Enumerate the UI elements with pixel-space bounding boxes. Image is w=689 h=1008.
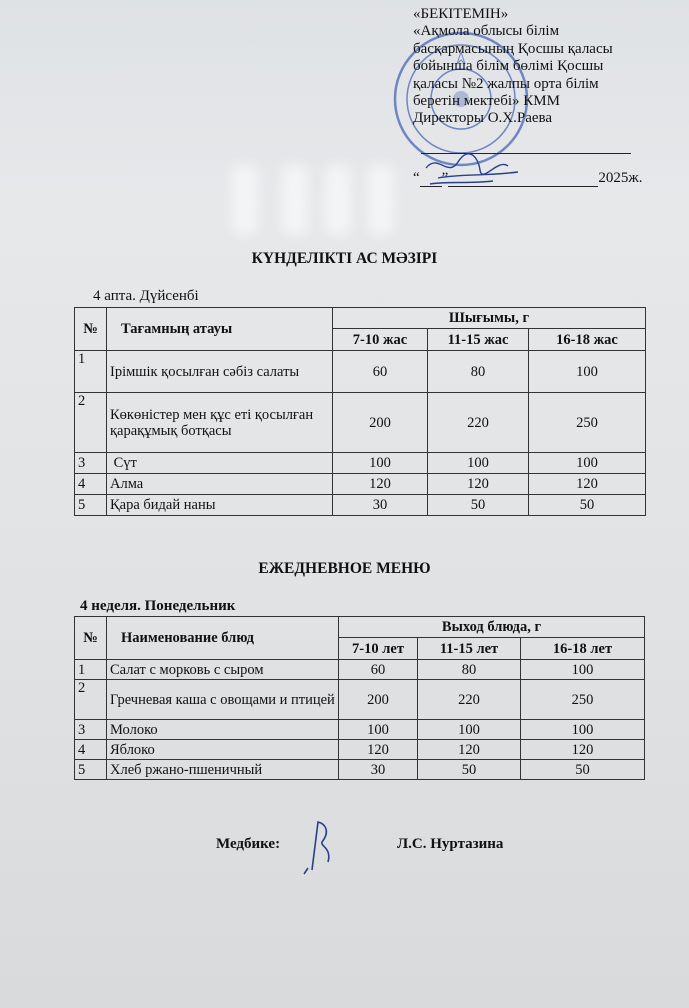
- row-num: 5: [75, 760, 107, 780]
- kz-menu-table: [74, 307, 646, 516]
- row-num: 1: [75, 660, 107, 680]
- yield-value: 120: [333, 474, 428, 495]
- light-reflection: [282, 165, 308, 235]
- yield-value: 120: [521, 740, 645, 760]
- yield-value: 120: [339, 740, 418, 760]
- dish-name: Алма: [107, 474, 333, 495]
- approval-line: «Ақмола облысы білім: [413, 23, 560, 40]
- table-row: [75, 760, 645, 780]
- yield-value: 50: [418, 760, 521, 780]
- dish-name: Қара бидай наны: [107, 495, 333, 516]
- dish-name: Салат с морковь с сыром: [107, 660, 339, 680]
- yield-value: 250: [529, 393, 646, 453]
- yield-value: 120: [529, 474, 646, 495]
- dish-name: Көкөністер мен құс еті қосылған қарақұмық ботқасы: [107, 393, 333, 453]
- yield-value: 120: [428, 474, 529, 495]
- row-num: 4: [75, 474, 107, 495]
- header-num: №: [75, 308, 107, 351]
- header-yield: Выход блюда, г: [339, 617, 645, 638]
- header-age: 16-18 жас: [529, 329, 646, 351]
- approval-line: Директоры О.Х.Раева: [413, 110, 553, 127]
- date-suffix: 2025ж.: [598, 170, 643, 186]
- dish-name: Сүт: [107, 453, 333, 474]
- header-yield: Шығымы, г: [333, 308, 646, 329]
- row-num: 3: [75, 453, 107, 474]
- approval-line: бойынша білім бөлімі Қосшы: [413, 58, 604, 75]
- yield-value: 50: [529, 495, 646, 516]
- header-dish: Наименование блюд: [107, 617, 339, 660]
- approval-block: [413, 6, 673, 186]
- kz-title: КҮНДЕЛІКТІ АС МӘЗІРІ: [251, 250, 438, 267]
- yield-value: 60: [333, 351, 428, 393]
- yield-value: 80: [418, 660, 521, 680]
- table-row: [75, 495, 646, 516]
- ru-title: ЕЖЕДНЕВНОЕ МЕНЮ: [258, 560, 431, 577]
- yield-value: 220: [418, 680, 521, 720]
- approval-line: басқармасының Қосшы қаласы: [413, 40, 613, 57]
- table-row: [75, 720, 645, 740]
- yield-value: 30: [339, 760, 418, 780]
- dish-name: Гречневая каша с овощами и птицей: [107, 680, 339, 720]
- row-num: 2: [75, 393, 107, 453]
- kz-subtitle: 4 апта. Дүйсенбі: [93, 288, 199, 304]
- yield-value: 220: [428, 393, 529, 453]
- ru-menu-table: [74, 616, 645, 780]
- yield-value: 100: [333, 453, 428, 474]
- approval-date: “ ” 2025ж.: [413, 170, 643, 186]
- yield-value: 60: [339, 660, 418, 680]
- row-num: 3: [75, 720, 107, 740]
- header-age: 11-15 жас: [428, 329, 529, 351]
- approval-line: беретін мектебі» КММ: [413, 93, 560, 110]
- director-signature-icon: [418, 148, 528, 188]
- header-age: 7-10 лет: [339, 638, 418, 660]
- yield-value: 100: [428, 453, 529, 474]
- table-row: [75, 660, 645, 680]
- row-num: 5: [75, 495, 107, 516]
- header-dish: Тағамның атауы: [107, 308, 333, 351]
- yield-value: 100: [418, 720, 521, 740]
- header-num: №: [75, 617, 107, 660]
- yield-value: 50: [521, 760, 645, 780]
- ru-subtitle: 4 неделя. Понедельник: [80, 598, 236, 614]
- nurse-label: Медбике:: [216, 836, 281, 852]
- dish-name: Яблоко: [107, 740, 339, 760]
- table-row: [75, 740, 645, 760]
- approval-line: «БЕКІТЕМІН»: [413, 6, 509, 22]
- yield-value: 80: [428, 351, 529, 393]
- nurse-name: Л.С. Нуртазина: [397, 836, 504, 852]
- yield-value: 100: [529, 351, 646, 393]
- yield-value: 100: [529, 453, 646, 474]
- dish-name: Ірімшік қосылған сәбіз салаты: [107, 351, 333, 393]
- yield-value: 200: [333, 393, 428, 453]
- row-num: 2: [75, 680, 107, 720]
- light-reflection: [232, 165, 258, 235]
- yield-value: 100: [521, 660, 645, 680]
- row-num: 1: [75, 351, 107, 393]
- yield-value: 250: [521, 680, 645, 720]
- yield-value: 100: [339, 720, 418, 740]
- yield-value: 30: [333, 495, 428, 516]
- header-age: 7-10 жас: [333, 329, 428, 351]
- yield-value: 120: [418, 740, 521, 760]
- row-num: 4: [75, 740, 107, 760]
- header-age: 16-18 лет: [521, 638, 645, 660]
- table-row: [75, 393, 646, 453]
- yield-value: 200: [339, 680, 418, 720]
- table-row: [75, 680, 645, 720]
- table-row: [75, 453, 646, 474]
- header-age: 11-15 лет: [418, 638, 521, 660]
- yield-value: 100: [521, 720, 645, 740]
- light-reflection: [368, 165, 394, 235]
- table-row: [75, 351, 646, 393]
- dish-name: Хлеб ржано-пшеничный: [107, 760, 339, 780]
- yield-value: 50: [428, 495, 529, 516]
- approval-line: қаласы №2 жалпы орта білім: [413, 75, 599, 92]
- light-reflection: [325, 165, 351, 235]
- table-row: [75, 474, 646, 495]
- dish-name: Молоко: [107, 720, 339, 740]
- nurse-signature-icon: [296, 818, 346, 876]
